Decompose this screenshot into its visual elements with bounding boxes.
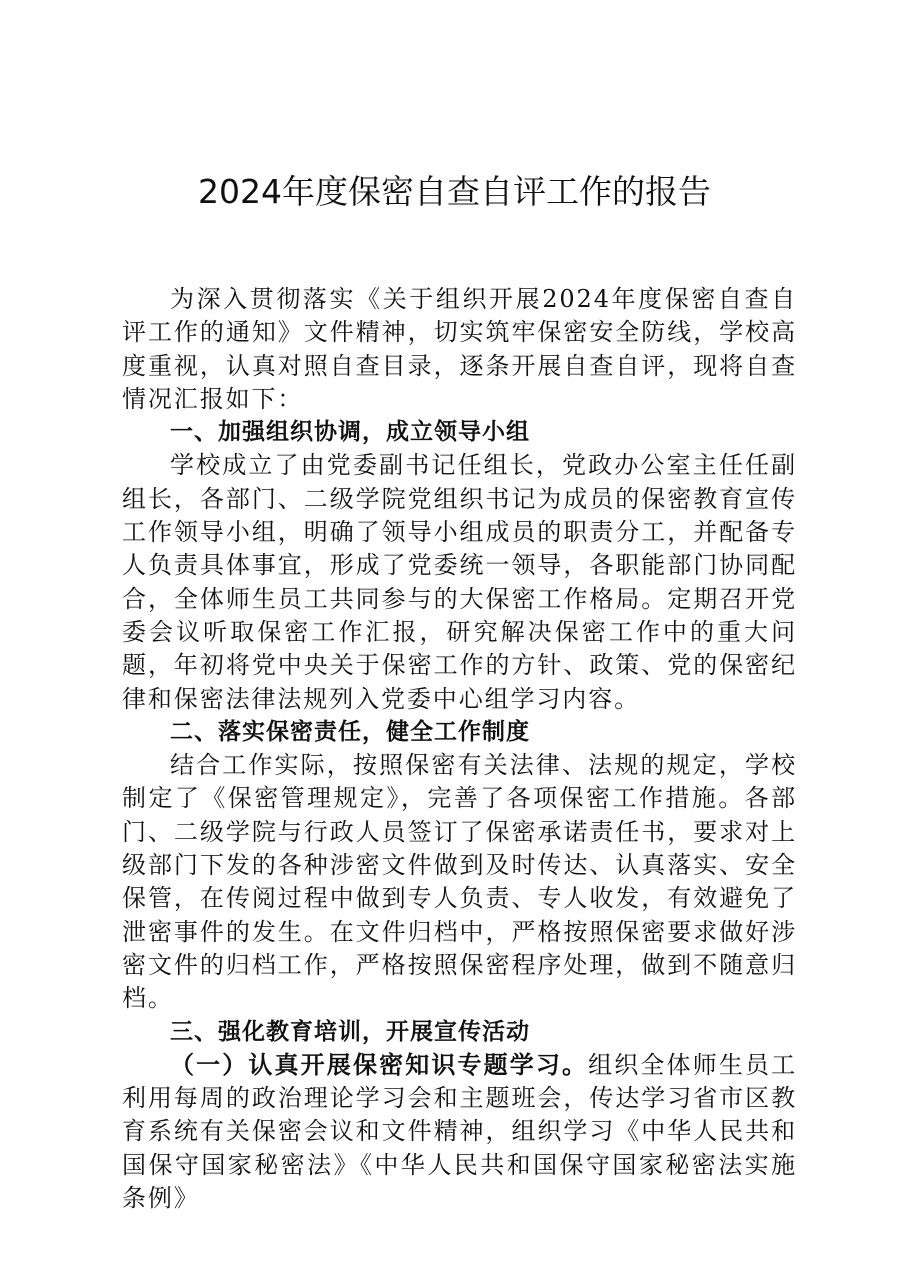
document-body — [122, 283, 797, 1215]
section-2-heading: 二、落实保密责任，健全工作制度 — [170, 718, 530, 745]
subsection-1-lead: （一）认真开展保密知识专题学习。 — [170, 1050, 589, 1079]
intro-paragraph: 为深入贯彻落实《关于组织开展2024年度保密自查自评工作的通知》文件精神，切实筑牢保密安全防线，学校高度重视，认真对照自查目录，逐条开展自查自评，现将自查情况汇报如下： — [122, 285, 797, 413]
subsection-1-text: 组织全体师生员工利用每周的政治理论学习会和主题班会，传达学习省市区教育系统有关保密会议和文件精神，组织学习《中华人民共和国保守国家秘密法》《中华人民共和国保守国家秘密法实施条例》 — [122, 1050, 797, 1213]
section-3-paragraph — [122, 1049, 797, 1215]
section-1-paragraph: 学校成立了由党委副书记任组长，党政办公室主任任副组长，各部门、二级学院党组织书记为成员的保密教育宣传工作领导小组，明确了领导小组成员的职责分工，并配备专人负责具体事宜，形成了党委统一领导，各职能部门协同配合，全体师生员工共同参与的大保密工作格局。定期召开党委会议听取保密工作汇报，研究解决保密工作中的重大问题，年初将党中央关于保密工作的方针、政策、党的保密纪律和保密法律法规列入党委中心组学习内容。 — [122, 451, 797, 713]
section-1-heading: 一、加强组织协调，成立领导小组 — [170, 419, 530, 446]
section-3-heading: 三、强化教育培训，开展宣传活动 — [170, 1018, 530, 1045]
document-title: 2024年度保密自查自评工作的报告 — [198, 172, 711, 211]
section-2-paragraph: 结合工作实际，按照保密有关法律、法规的规定，学校制定了《保密管理规定》，完善了各项保密工作措施。各部门、二级学院与行政人员签订了保密承诺责任书，要求对上级部门下发的各种涉密文件做到及时传达、认真落实、安全保管，在传阅过程中做到专人负责、专人收发，有效避免了泄密事件的发生。在文件归档中，严格按照保密要求做好涉密文件的归档工作，严格按照保密程序处理，做到不随意归档。 — [122, 751, 797, 1013]
